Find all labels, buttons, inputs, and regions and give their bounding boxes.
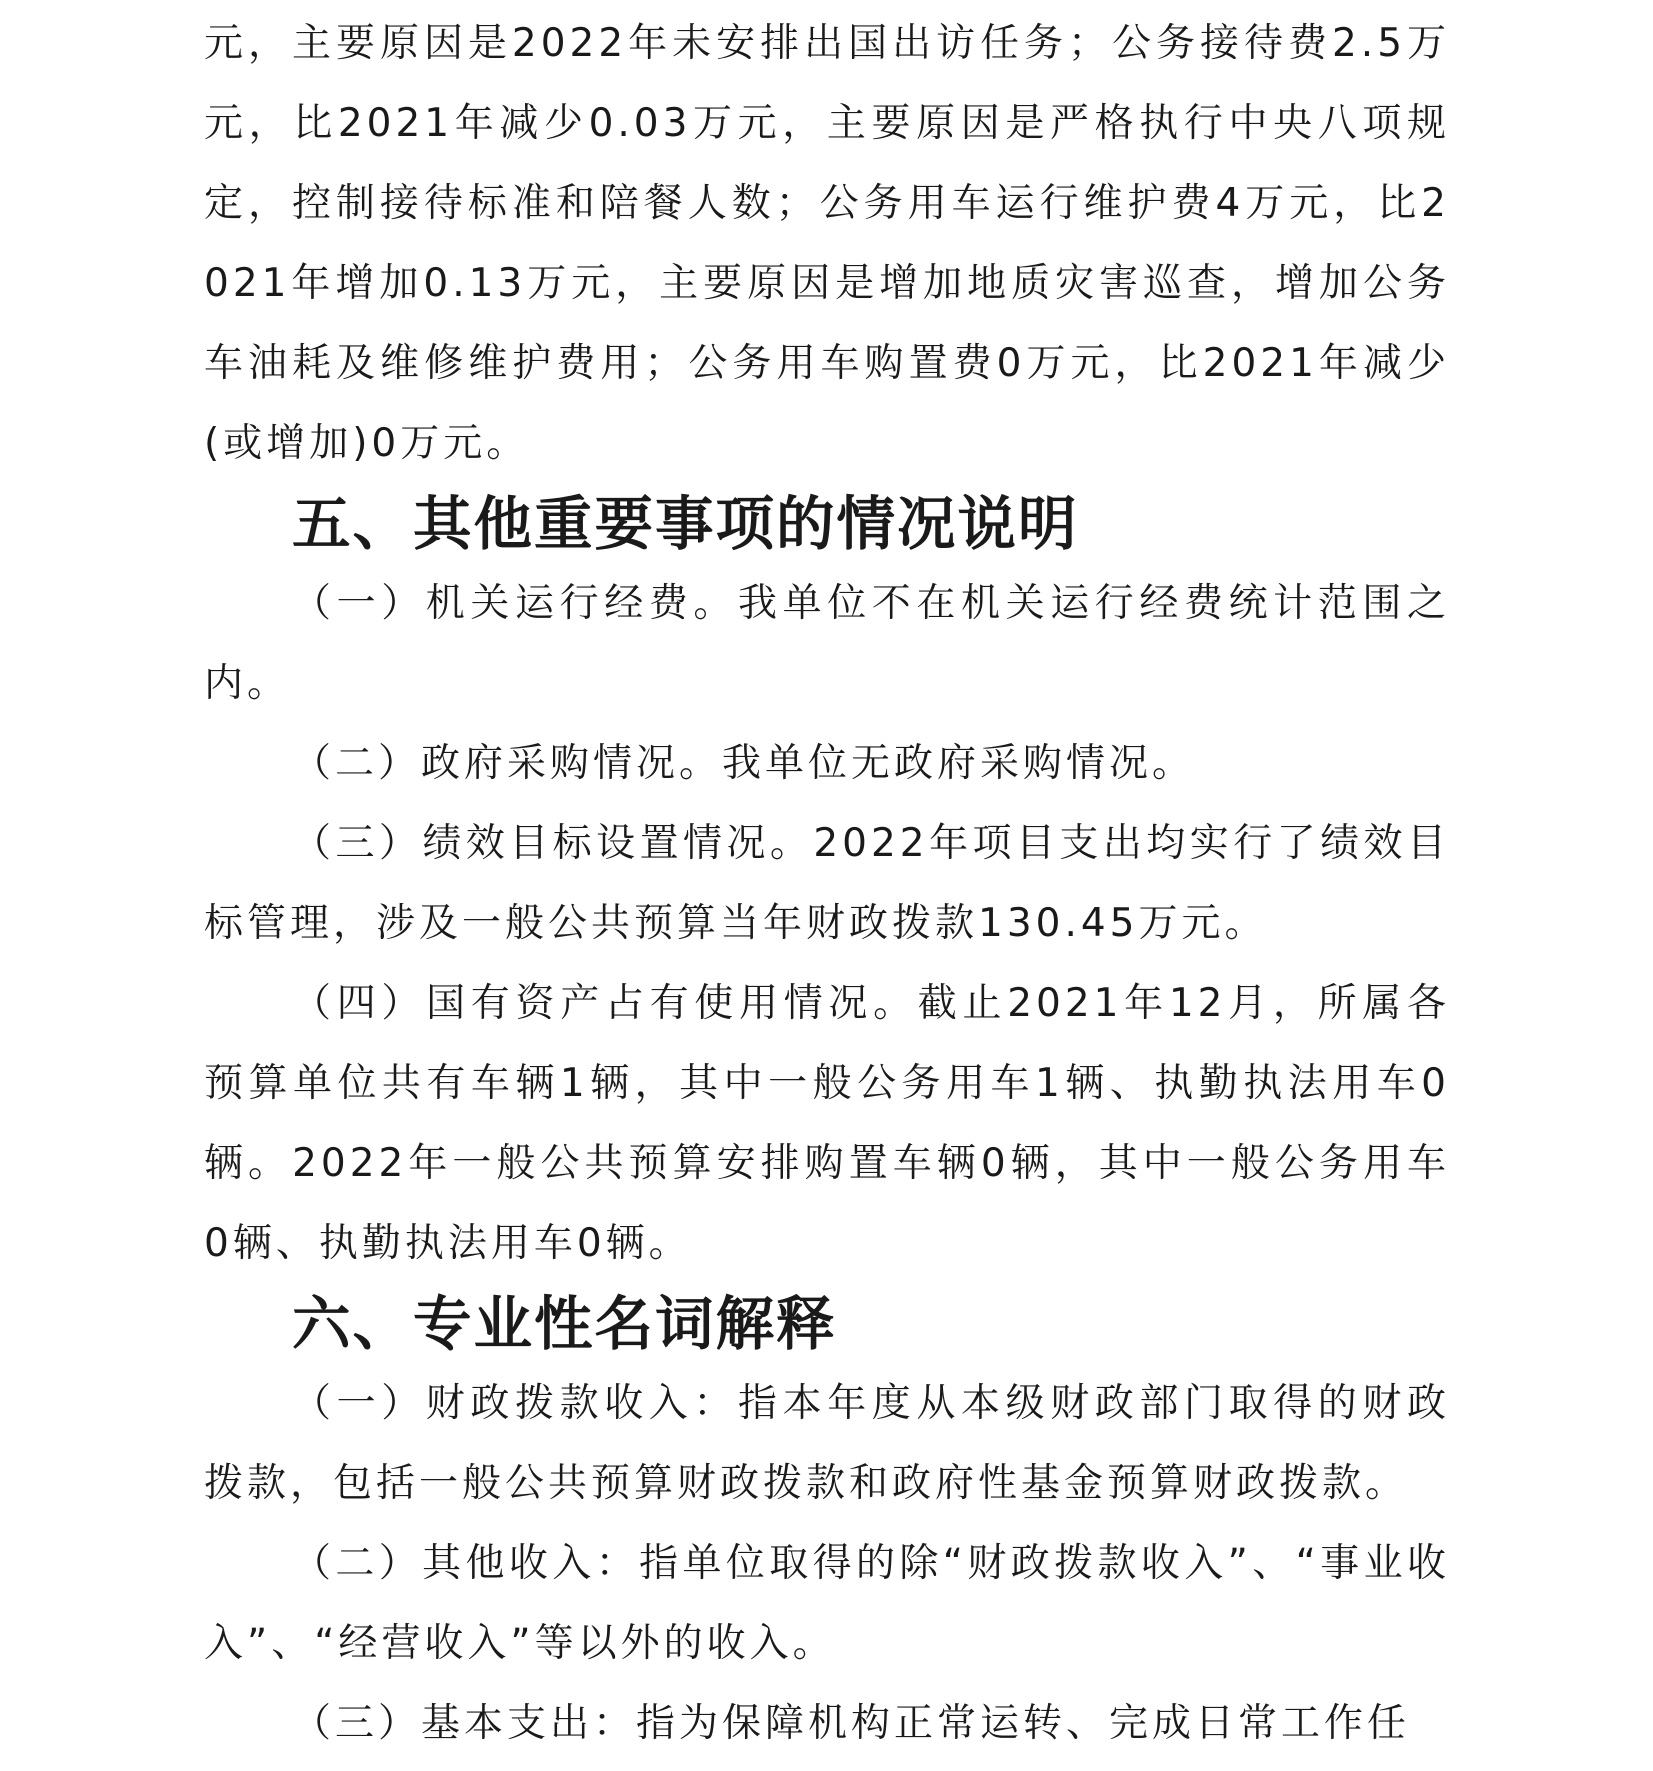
paragraph-term-fiscal-appropriation: （一）财政拨款收入：指本年度从本级财政部门取得的财政拨款，包括一般公共预算财政拨款和政府性基金预算财政拨款。 [204,1381,1450,1506]
paragraph-state-assets: （四）国有资产占有使用情况。截止2021年12月，所属各预算单位共有车辆1辆，其中一般公务用车1辆、执勤执法用车0辆。2022年一般公共预算安排购置车辆0辆，其中一般公务用车0辆、执勤执法用车0辆。 [204,981,1450,1266]
paragraph-public-expense-continued: 元，主要原因是2022年未安排出国出访任务；公务接待费2.5万元，比2021年减少0.03万元，主要原因是严格执行中央八项规定，控制接待标准和陪餐人数；公务用车运行维护费4万元，比2021年增加0.13万元，主要原因是增加地质灾害巡查，增加公务车油耗及维修维护费用；公务用车购置费0万元，比2021年减少(或增加)0万元。 [204,21,1450,466]
paragraph-performance-targets: （三）绩效目标设置情况。2022年项目支出均实行了绩效目标管理，涉及一般公共预算当年财政拨款130.45万元。 [204,821,1450,946]
paragraph-term-other-income: （二）其他收入：指单位取得的除“财政拨款收入”、“事业收入”、“经营收入”等以外的收入。 [204,1541,1450,1666]
paragraph-term-basic-expenditure: （三）基本支出：指为保障机构正常运转、完成日常工作任 [292,1701,1411,1746]
paragraph-government-procurement: （二）政府采购情况。我单位无政府采购情况。 [292,741,1196,786]
document-page [204,4,1450,1764]
section-heading-other-matters: 五、其他重要事项的情况说明 [292,490,1079,558]
section-heading-terms: 六、专业性名词解释 [292,1290,837,1358]
paragraph-operating-expenses: （一）机关运行经费。我单位不在机关运行经费统计范围之内。 [204,581,1450,706]
